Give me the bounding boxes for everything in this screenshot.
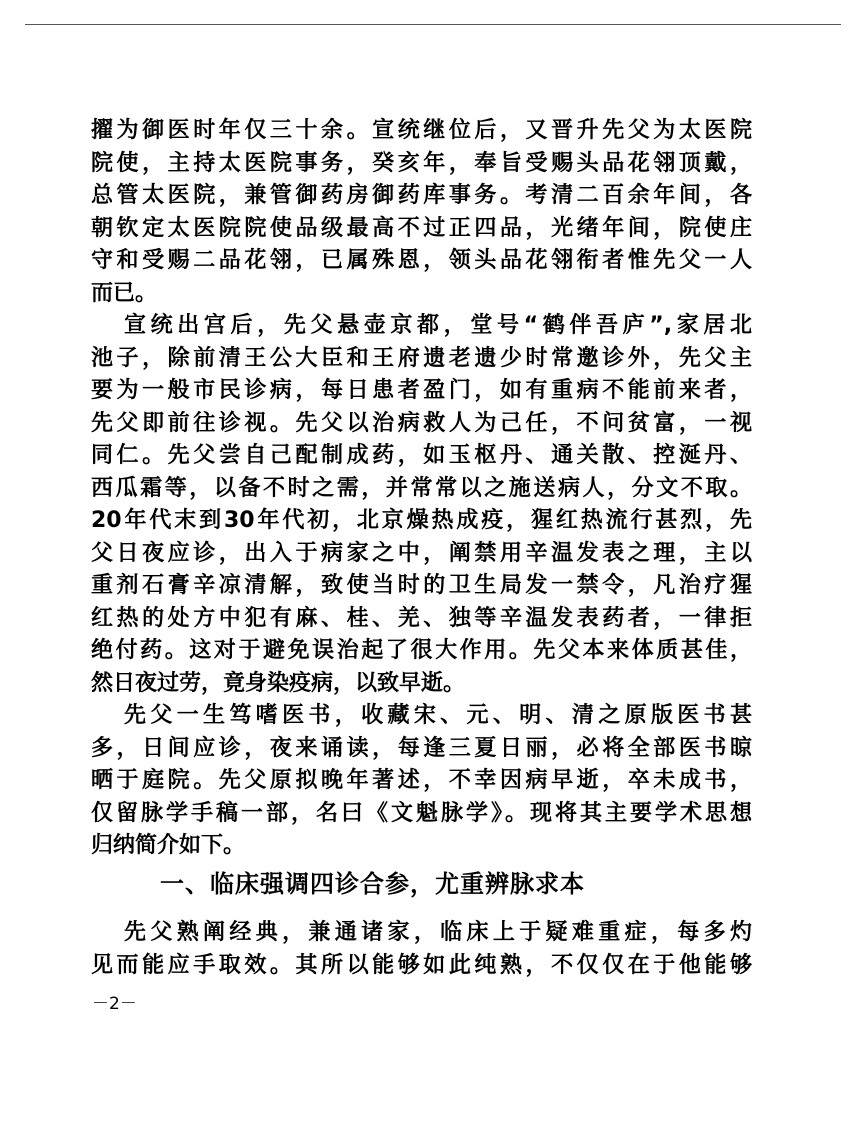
text-line: 然日夜过劳，竟身染疫病，以致早逝。 [91, 670, 466, 696]
text-line: 擢为御医时年仅三十余。宣统继位后，又晋升先父为太医院 [91, 118, 752, 143]
text-line: 多，日间应诊，夜来诵读，每逢三夏日丽，必将全部医书晾 [91, 735, 752, 761]
text-line: 先父即前往诊视。先父以治病救人为己任，不问贫富，一视 [91, 410, 752, 436]
page-number: －2－ [92, 994, 137, 1014]
text-line: 院使，主持太医院事务，癸亥年，奉旨受赐头品花翎顶戴， [91, 150, 752, 176]
text-line: 先父熟阐经典，兼通诸家，临床上于疑难重症，每多灼 [124, 920, 752, 945]
section-heading: 一、临床强调四诊合参，尤重辨脉求本 [160, 870, 585, 898]
text-line: 仅留脉学手稿一部，名曰《文魁脉学》。现将其主要学术思想 [91, 800, 752, 826]
text-line: 见而能应手取效。其所以能够如此纯熟，不仅仅在于他能够 [91, 952, 752, 978]
text-line: 归纳简介如下。 [91, 833, 246, 858]
text-line: 朝钦定太医院院使品级最高不过正四品，光绪年间，院使庄 [91, 215, 752, 241]
text-line: 20年代末到30年代初，北京燥热成疫，猩红热流行甚烈，先 [91, 508, 752, 533]
text-line: 重剂石膏辛凉清解，致使当时的卫生局发一禁令，凡治疗猩 [91, 573, 752, 598]
text-line: 而已。 [91, 280, 158, 306]
text-line: 池子，除前清王公大臣和王府遗老遗少时常邀诊外，先父主 [91, 345, 752, 371]
text-line: 总管太医院，兼管御药房御药库事务。考清二百余年间，各 [91, 183, 752, 208]
text-line: 宣统出宫后，先父悬壶京都，堂号“鹤伴吾庐”,家居北 [124, 313, 752, 338]
text-line: 先父一生笃嗜医书，收藏宋、元、明、清之原版医书甚 [124, 703, 752, 728]
text-line: 西瓜霜等，以备不时之需，并常常以之施送病人，分文不取。 [91, 475, 752, 501]
text-line: 父日夜应诊，出入于病家之中，阐禁用辛温发表之理，主以 [91, 540, 752, 566]
top-rule [25, 24, 841, 25]
text-line: 要为一般市民诊病，每日患者盈门，如有重病不能前来者， [91, 378, 752, 403]
text-line: 晒于庭院。先父原拟晚年著述，不幸因病早逝，卒未成书， [91, 768, 752, 793]
text-line: 绝付药。这对于避免误治起了很大作用。先父本来体质甚佳， [91, 638, 752, 663]
text-line: 红热的处方中犯有麻、桂、羌、独等辛温发表药者，一律拒 [91, 605, 752, 631]
text-line: 同仁。先父尝自己配制成药，如玉枢丹、通关散、控涎丹、 [91, 443, 752, 468]
text-line: 守和受赐二品花翎，已属殊恩，领头品花翎衔者惟先父一人 [91, 248, 752, 273]
